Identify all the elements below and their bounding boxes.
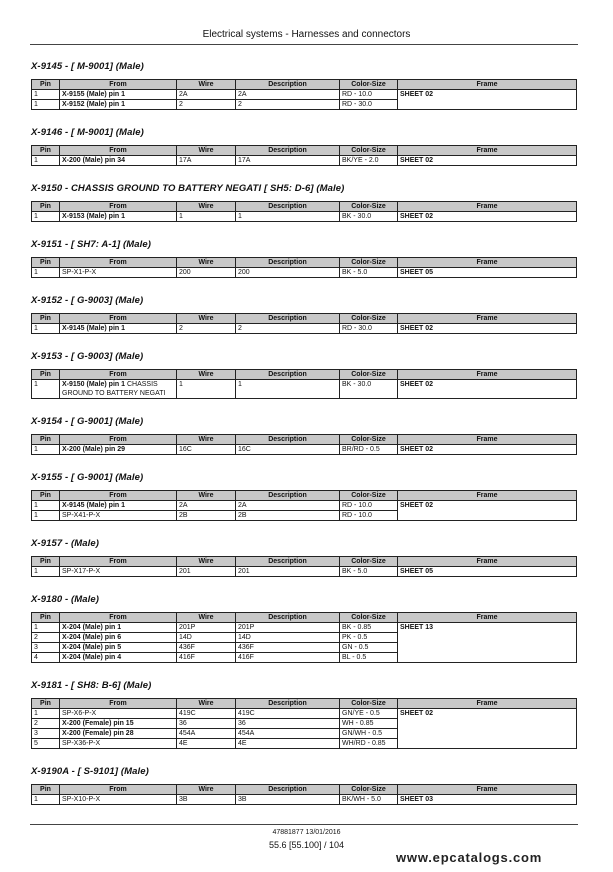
column-header-color-size: Color-Size bbox=[340, 491, 398, 501]
column-header-color-size: Color-Size bbox=[340, 80, 398, 90]
column-header-description: Description bbox=[236, 557, 340, 567]
from-cell bbox=[60, 633, 177, 643]
column-header-wire: Wire bbox=[177, 613, 236, 623]
connector-section bbox=[31, 537, 576, 577]
connector-title: X-9181 - [ SH8: B-6] (Male) bbox=[31, 680, 152, 691]
connector-table bbox=[31, 201, 577, 222]
column-header-color-size: Color-Size bbox=[340, 258, 398, 268]
column-header-color-size: Color-Size bbox=[340, 435, 398, 445]
description-cell: 2A bbox=[236, 90, 340, 100]
wire-cell: 454A bbox=[177, 729, 236, 739]
description-cell: 16C bbox=[236, 445, 340, 455]
connector-section bbox=[31, 350, 576, 399]
table-header-row bbox=[32, 202, 577, 212]
column-header-color-size: Color-Size bbox=[340, 370, 398, 380]
connector-title: X-9190A - [ S-9101] (Male) bbox=[31, 766, 149, 777]
from-cell bbox=[60, 90, 177, 100]
column-header-frame: Frame bbox=[398, 80, 577, 90]
frame-cell: SHEET 02 bbox=[398, 324, 577, 334]
column-header-frame: Frame bbox=[398, 491, 577, 501]
pin-cell: 1 bbox=[32, 501, 60, 511]
column-header-frame: Frame bbox=[398, 146, 577, 156]
wire-cell: 200 bbox=[177, 268, 236, 278]
table-header-row bbox=[32, 785, 577, 795]
column-header-color-size: Color-Size bbox=[340, 699, 398, 709]
from-cell bbox=[60, 643, 177, 653]
pin-cell: 1 bbox=[32, 795, 60, 805]
table-row bbox=[32, 268, 577, 278]
page-header-title: Electrical systems - Harnesses and connectors bbox=[202, 29, 411, 40]
from-cell bbox=[60, 212, 177, 222]
color-size-cell: GN/WH - 0.5 bbox=[340, 729, 398, 739]
connector-section bbox=[31, 182, 576, 222]
color-size-cell: BK - 30.0 bbox=[340, 380, 398, 399]
frame-cell: SHEET 02 bbox=[398, 709, 577, 749]
table-header-row bbox=[32, 370, 577, 380]
wire-cell: 2A bbox=[177, 501, 236, 511]
description-cell: 201 bbox=[236, 567, 340, 577]
column-header-from: From bbox=[60, 146, 177, 156]
pin-cell: 1 bbox=[32, 567, 60, 577]
connector-section bbox=[31, 765, 576, 805]
frame-cell: SHEET 03 bbox=[398, 795, 577, 805]
column-header-frame: Frame bbox=[398, 557, 577, 567]
color-size-cell: RD - 30.0 bbox=[340, 100, 398, 110]
column-header-color-size: Color-Size bbox=[340, 785, 398, 795]
description-cell: 436F bbox=[236, 643, 340, 653]
watermark-text: www.epcatalogs.com bbox=[396, 850, 543, 865]
connector-title: X-9151 - [ SH7: A-1] (Male) bbox=[31, 239, 152, 250]
connector-title: X-9155 - [ G-9001] (Male) bbox=[31, 472, 144, 483]
table-header-row bbox=[32, 491, 577, 501]
from-connector-text: SP-X10-P-X bbox=[62, 796, 101, 803]
pin-cell: 1 bbox=[32, 511, 60, 521]
column-header-description: Description bbox=[236, 146, 340, 156]
description-cell: 2 bbox=[236, 100, 340, 110]
color-size-cell: BK - 0.85 bbox=[340, 623, 398, 633]
table-header-row bbox=[32, 435, 577, 445]
footer-divider bbox=[30, 824, 578, 825]
pin-cell: 3 bbox=[32, 729, 60, 739]
connector-table bbox=[31, 434, 577, 455]
wire-cell: 201P bbox=[177, 623, 236, 633]
column-header-description: Description bbox=[236, 613, 340, 623]
description-cell: 2A bbox=[236, 501, 340, 511]
column-header-pin: Pin bbox=[32, 491, 60, 501]
table-row bbox=[32, 324, 577, 334]
from-cell bbox=[60, 795, 177, 805]
pin-cell: 2 bbox=[32, 633, 60, 643]
description-cell: 454A bbox=[236, 729, 340, 739]
frame-cell: SHEET 02 bbox=[398, 501, 577, 521]
table-row bbox=[32, 380, 577, 399]
table-header-row bbox=[32, 613, 577, 623]
color-size-cell: BK - 5.0 bbox=[340, 268, 398, 278]
frame-cell: SHEET 02 bbox=[398, 445, 577, 455]
column-header-pin: Pin bbox=[32, 202, 60, 212]
connector-table bbox=[31, 313, 577, 334]
connector-section bbox=[31, 238, 576, 278]
column-header-pin: Pin bbox=[32, 785, 60, 795]
table-row bbox=[32, 795, 577, 805]
frame-cell: SHEET 02 bbox=[398, 156, 577, 166]
color-size-cell: WH - 0.85 bbox=[340, 719, 398, 729]
description-cell: 4E bbox=[236, 739, 340, 749]
pin-cell: 1 bbox=[32, 90, 60, 100]
table-row bbox=[32, 90, 577, 100]
color-size-cell: GN - 0.5 bbox=[340, 643, 398, 653]
wire-cell: 2 bbox=[177, 324, 236, 334]
connector-title: X-9150 - CHASSIS GROUND TO BATTERY NEGATI [ SH5: D-6] (Male) bbox=[31, 183, 345, 194]
connector-section bbox=[31, 415, 576, 455]
from-connector-text: SP-X17-P-X bbox=[62, 568, 101, 575]
column-header-color-size: Color-Size bbox=[340, 202, 398, 212]
from-connector-text: X-200 (Male) pin 29 bbox=[62, 446, 126, 453]
column-header-frame: Frame bbox=[398, 202, 577, 212]
connector-table bbox=[31, 490, 577, 521]
column-header-wire: Wire bbox=[177, 699, 236, 709]
column-header-description: Description bbox=[236, 80, 340, 90]
color-size-cell: BR/RD - 0.5 bbox=[340, 445, 398, 455]
wire-cell: 1 bbox=[177, 212, 236, 222]
color-size-cell: BK - 30.0 bbox=[340, 212, 398, 222]
column-header-frame: Frame bbox=[398, 435, 577, 445]
footer-document-id: 47881877 13/01/2016 bbox=[272, 829, 341, 836]
table-row bbox=[32, 156, 577, 166]
table-header-row bbox=[32, 557, 577, 567]
column-header-frame: Frame bbox=[398, 785, 577, 795]
wire-cell: 2B bbox=[177, 511, 236, 521]
from-cell bbox=[60, 100, 177, 110]
from-cell bbox=[60, 729, 177, 739]
column-header-from: From bbox=[60, 258, 177, 268]
pin-cell: 1 bbox=[32, 445, 60, 455]
from-cell bbox=[60, 567, 177, 577]
column-header-description: Description bbox=[236, 314, 340, 324]
connector-section bbox=[31, 294, 576, 334]
pin-cell: 1 bbox=[32, 709, 60, 719]
color-size-cell: PK - 0.5 bbox=[340, 633, 398, 643]
footer-page-number: 55.6 [55.100] / 104 bbox=[268, 840, 345, 850]
connector-table bbox=[31, 369, 577, 399]
connector-list bbox=[31, 60, 576, 805]
connector-title: X-9157 - (Male) bbox=[31, 538, 100, 549]
frame-cell: SHEET 02 bbox=[398, 212, 577, 222]
color-size-cell: BK/WH - 5.0 bbox=[340, 795, 398, 805]
table-header-row bbox=[32, 146, 577, 156]
from-connector-text: X-204 (Male) pin 5 bbox=[62, 644, 122, 651]
table-row bbox=[32, 567, 577, 577]
from-connector-text: X-200 (Male) pin 34 bbox=[62, 157, 126, 164]
color-size-cell: RD - 10.0 bbox=[340, 501, 398, 511]
column-header-from: From bbox=[60, 370, 177, 380]
from-cell bbox=[60, 156, 177, 166]
description-cell: 2B bbox=[236, 511, 340, 521]
column-header-description: Description bbox=[236, 258, 340, 268]
from-cell bbox=[60, 511, 177, 521]
from-connector-text: X-204 (Male) pin 6 bbox=[62, 634, 122, 641]
color-size-cell: RD - 10.0 bbox=[340, 511, 398, 521]
description-cell: 1 bbox=[236, 380, 340, 399]
description-cell: 14D bbox=[236, 633, 340, 643]
from-cell bbox=[60, 324, 177, 334]
column-header-description: Description bbox=[236, 202, 340, 212]
column-header-wire: Wire bbox=[177, 557, 236, 567]
frame-cell: SHEET 05 bbox=[398, 268, 577, 278]
column-header-from: From bbox=[60, 491, 177, 501]
column-header-pin: Pin bbox=[32, 314, 60, 324]
column-header-from: From bbox=[60, 699, 177, 709]
from-connector-text: X-204 (Male) pin 1 bbox=[62, 624, 122, 631]
column-header-wire: Wire bbox=[177, 370, 236, 380]
column-header-pin: Pin bbox=[32, 557, 60, 567]
from-description-text: CHASSIS GROUND TO BATTERY NEGATI bbox=[62, 381, 166, 397]
from-connector-text: X-200 (Female) pin 15 bbox=[62, 720, 134, 727]
connector-table bbox=[31, 784, 577, 805]
description-cell: 1 bbox=[236, 212, 340, 222]
column-header-description: Description bbox=[236, 370, 340, 380]
from-connector-text: X-9145 (Male) pin 1 bbox=[62, 325, 126, 332]
color-size-cell: BL - 0.5 bbox=[340, 653, 398, 663]
column-header-description: Description bbox=[236, 699, 340, 709]
column-header-pin: Pin bbox=[32, 613, 60, 623]
color-size-cell: RD - 30.0 bbox=[340, 324, 398, 334]
column-header-wire: Wire bbox=[177, 314, 236, 324]
pin-cell: 1 bbox=[32, 380, 60, 399]
frame-cell: SHEET 02 bbox=[398, 380, 577, 399]
column-header-wire: Wire bbox=[177, 80, 236, 90]
column-header-pin: Pin bbox=[32, 80, 60, 90]
from-connector-text: X-200 (Female) pin 28 bbox=[62, 730, 134, 737]
wire-cell: 201 bbox=[177, 567, 236, 577]
connector-title: X-9180 - (Male) bbox=[31, 594, 100, 605]
column-header-color-size: Color-Size bbox=[340, 314, 398, 324]
description-cell: 416F bbox=[236, 653, 340, 663]
column-header-wire: Wire bbox=[177, 785, 236, 795]
connector-section bbox=[31, 679, 576, 749]
pin-cell: 1 bbox=[32, 100, 60, 110]
table-row bbox=[32, 501, 577, 511]
column-header-wire: Wire bbox=[177, 435, 236, 445]
column-header-from: From bbox=[60, 435, 177, 445]
from-connector-text: SP-X36-P-X bbox=[62, 740, 101, 747]
connector-title: X-9154 - [ G-9001] (Male) bbox=[31, 416, 144, 427]
column-header-wire: Wire bbox=[177, 491, 236, 501]
column-header-frame: Frame bbox=[398, 258, 577, 268]
description-cell: 3B bbox=[236, 795, 340, 805]
connector-section bbox=[31, 593, 576, 663]
connector-table bbox=[31, 556, 577, 577]
wire-cell: 2A bbox=[177, 90, 236, 100]
description-cell: 2 bbox=[236, 324, 340, 334]
description-cell: 419C bbox=[236, 709, 340, 719]
pin-cell: 5 bbox=[32, 739, 60, 749]
pin-cell: 2 bbox=[32, 719, 60, 729]
description-cell: 200 bbox=[236, 268, 340, 278]
from-connector-text: SP-X41-P-X bbox=[62, 512, 101, 519]
column-header-frame: Frame bbox=[398, 613, 577, 623]
wire-cell: 2 bbox=[177, 100, 236, 110]
column-header-color-size: Color-Size bbox=[340, 146, 398, 156]
table-header-row bbox=[32, 314, 577, 324]
column-header-pin: Pin bbox=[32, 258, 60, 268]
connector-table bbox=[31, 79, 577, 110]
from-cell bbox=[60, 623, 177, 633]
color-size-cell: BK/YE - 2.0 bbox=[340, 156, 398, 166]
pin-cell: 1 bbox=[32, 212, 60, 222]
column-header-from: From bbox=[60, 785, 177, 795]
from-cell bbox=[60, 653, 177, 663]
frame-cell: SHEET 05 bbox=[398, 567, 577, 577]
from-cell bbox=[60, 719, 177, 729]
pin-cell: 1 bbox=[32, 156, 60, 166]
from-cell bbox=[60, 501, 177, 511]
column-header-frame: Frame bbox=[398, 370, 577, 380]
from-cell bbox=[60, 445, 177, 455]
from-cell bbox=[60, 739, 177, 749]
column-header-color-size: Color-Size bbox=[340, 613, 398, 623]
connector-title: X-9153 - [ G-9003] (Male) bbox=[31, 351, 144, 362]
connector-table bbox=[31, 257, 577, 278]
wire-cell: 4E bbox=[177, 739, 236, 749]
pin-cell: 3 bbox=[32, 643, 60, 653]
column-header-frame: Frame bbox=[398, 314, 577, 324]
wire-cell: 3B bbox=[177, 795, 236, 805]
column-header-from: From bbox=[60, 202, 177, 212]
column-header-description: Description bbox=[236, 435, 340, 445]
connector-title: X-9145 - [ M-9001] (Male) bbox=[31, 61, 144, 72]
color-size-cell: WH/RD - 0.85 bbox=[340, 739, 398, 749]
from-connector-text: X-204 (Male) pin 4 bbox=[62, 654, 122, 661]
connector-table bbox=[31, 612, 577, 663]
column-header-wire: Wire bbox=[177, 202, 236, 212]
column-header-description: Description bbox=[236, 785, 340, 795]
connector-section bbox=[31, 126, 576, 166]
color-size-cell: GN/YE - 0.5 bbox=[340, 709, 398, 719]
color-size-cell: RD - 10.0 bbox=[340, 90, 398, 100]
connector-section bbox=[31, 471, 576, 521]
column-header-description: Description bbox=[236, 491, 340, 501]
from-connector-text: X-9152 (Male) pin 1 bbox=[62, 101, 126, 108]
table-header-row bbox=[32, 80, 577, 90]
table-row bbox=[32, 709, 577, 719]
column-header-wire: Wire bbox=[177, 146, 236, 156]
wire-cell: 17A bbox=[177, 156, 236, 166]
description-cell: 201P bbox=[236, 623, 340, 633]
wire-cell: 1 bbox=[177, 380, 236, 399]
column-header-pin: Pin bbox=[32, 146, 60, 156]
header-divider bbox=[30, 44, 578, 45]
column-header-from: From bbox=[60, 314, 177, 324]
description-cell: 36 bbox=[236, 719, 340, 729]
table-header-row bbox=[32, 699, 577, 709]
column-header-pin: Pin bbox=[32, 435, 60, 445]
frame-cell: SHEET 13 bbox=[398, 623, 577, 663]
column-header-wire: Wire bbox=[177, 258, 236, 268]
from-connector-text: X-9150 (Male) pin 1 bbox=[62, 381, 126, 388]
wire-cell: 416F bbox=[177, 653, 236, 663]
from-connector-text: SP-X1-P-X bbox=[62, 269, 97, 276]
connector-title: X-9146 - [ M-9001] (Male) bbox=[31, 127, 144, 138]
color-size-cell: BK - 5.0 bbox=[340, 567, 398, 577]
wire-cell: 14D bbox=[177, 633, 236, 643]
column-header-from: From bbox=[60, 613, 177, 623]
table-row bbox=[32, 445, 577, 455]
from-connector-text: X-9155 (Male) pin 1 bbox=[62, 91, 126, 98]
wire-cell: 419C bbox=[177, 709, 236, 719]
from-cell bbox=[60, 268, 177, 278]
pin-cell: 1 bbox=[32, 268, 60, 278]
frame-cell: SHEET 02 bbox=[398, 90, 577, 110]
column-header-pin: Pin bbox=[32, 370, 60, 380]
table-row bbox=[32, 212, 577, 222]
connector-section bbox=[31, 60, 576, 110]
from-connector-text: X-9153 (Male) pin 1 bbox=[62, 213, 126, 220]
column-header-color-size: Color-Size bbox=[340, 557, 398, 567]
pin-cell: 1 bbox=[32, 324, 60, 334]
column-header-from: From bbox=[60, 557, 177, 567]
wire-cell: 16C bbox=[177, 445, 236, 455]
column-header-frame: Frame bbox=[398, 699, 577, 709]
from-connector-text: X-9145 (Male) pin 1 bbox=[62, 502, 126, 509]
wire-cell: 36 bbox=[177, 719, 236, 729]
wire-cell: 436F bbox=[177, 643, 236, 653]
table-header-row bbox=[32, 258, 577, 268]
pin-cell: 4 bbox=[32, 653, 60, 663]
column-header-pin: Pin bbox=[32, 699, 60, 709]
column-header-from: From bbox=[60, 80, 177, 90]
from-connector-text: SP-X6-P-X bbox=[62, 710, 97, 717]
connector-table bbox=[31, 698, 577, 749]
table-row bbox=[32, 623, 577, 633]
connector-title: X-9152 - [ G-9003] (Male) bbox=[31, 295, 144, 306]
pin-cell: 1 bbox=[32, 623, 60, 633]
connector-table bbox=[31, 145, 577, 166]
from-cell bbox=[60, 709, 177, 719]
description-cell: 17A bbox=[236, 156, 340, 166]
from-cell bbox=[60, 380, 177, 399]
